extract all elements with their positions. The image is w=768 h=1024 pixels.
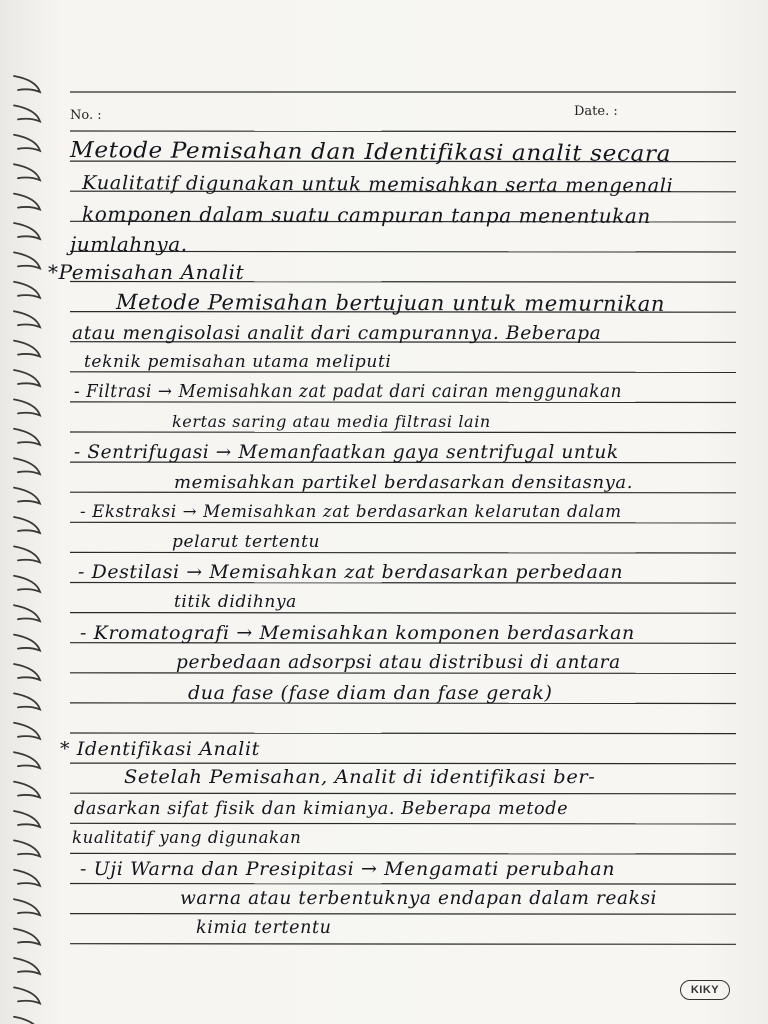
section-heading: * Identifikasi Analit: [60, 738, 260, 760]
handwritten-line: dua fase (fase diam dan fase gerak): [188, 682, 553, 704]
ruled-line: [70, 432, 736, 433]
handwritten-line: kimia tertentu: [196, 918, 332, 938]
handwritten-line: - Ekstraksi → Memisahkan zat berdasarkan kelarutan dalam: [80, 502, 622, 522]
ruled-line: [70, 823, 736, 824]
ruled-line: [70, 884, 736, 885]
handwritten-line: - Kromatografi → Memisahkan komponen berdasarkan: [80, 622, 635, 644]
handwritten-line: - Sentrifugasi → Memanfaatkan gaya sentrifugal untuk: [74, 442, 619, 463]
brand-logo: KIKY: [680, 980, 730, 1000]
handwritten-line: jumlahnya.: [70, 232, 188, 256]
handwritten-line: kertas saring atau media filtrasi lain: [172, 412, 491, 431]
ruled-line: [70, 944, 736, 945]
handwritten-line: kualitatif yang digunakan: [72, 828, 302, 847]
handwritten-line: - Filtrasi → Memisahkan zat padat dari cairan menggunakan: [74, 382, 623, 402]
handwritten-line: Setelah Pemisahan, Analit di identifikasi ber-: [124, 766, 596, 788]
handwritten-line: Kualitatif digunakan untuk memisahkan serta mengenali: [82, 172, 674, 198]
date-label: Date. :: [574, 104, 618, 119]
ruled-line: [70, 613, 736, 614]
handwritten-line: atau mengisolasi analit dari campurannya. Beberapa: [72, 322, 602, 344]
handwritten-line: titik didihnya: [174, 592, 297, 612]
handwritten-line: dasarkan sifat fisik dan kimianya. Beberapa metode: [74, 798, 569, 819]
handwritten-line: warna atau terbentuknya endapan dalam reaksi: [180, 888, 658, 909]
ruled-line: [70, 914, 736, 915]
handwritten-line: teknik pemisahan utama meliputi: [84, 352, 392, 372]
ruled-line: [70, 552, 736, 553]
handwritten-line: Metode Pemisahan dan Identifikasi analit secara: [70, 138, 672, 167]
handwritten-line: - Uji Warna dan Presipitasi → Mengamati perubahan: [80, 858, 616, 880]
number-label: No. :: [70, 108, 102, 123]
handwritten-line: - Destilasi → Memisahkan zat berdasarkan perbedaan: [78, 562, 624, 583]
ruled-line: [70, 522, 736, 523]
ruled-line: [70, 131, 736, 132]
handwritten-line: pelarut tertentu: [172, 532, 321, 552]
section-heading: *Pemisahan Analit: [48, 260, 245, 284]
ruled-line: [70, 853, 736, 854]
ruled-line: [70, 793, 736, 794]
handwritten-line: komponen dalam suatu campuran tanpa menentukan: [82, 202, 651, 228]
handwritten-line: memisahkan partikel berdasarkan densitasnya.: [174, 472, 634, 493]
handwritten-line: perbedaan adsorpsi atau distribusi di antara: [176, 652, 621, 673]
handwritten-line: Metode Pemisahan bertujuan untuk memurnikan: [116, 290, 666, 316]
ruled-line: [70, 763, 736, 764]
ruled-line: [70, 733, 736, 734]
